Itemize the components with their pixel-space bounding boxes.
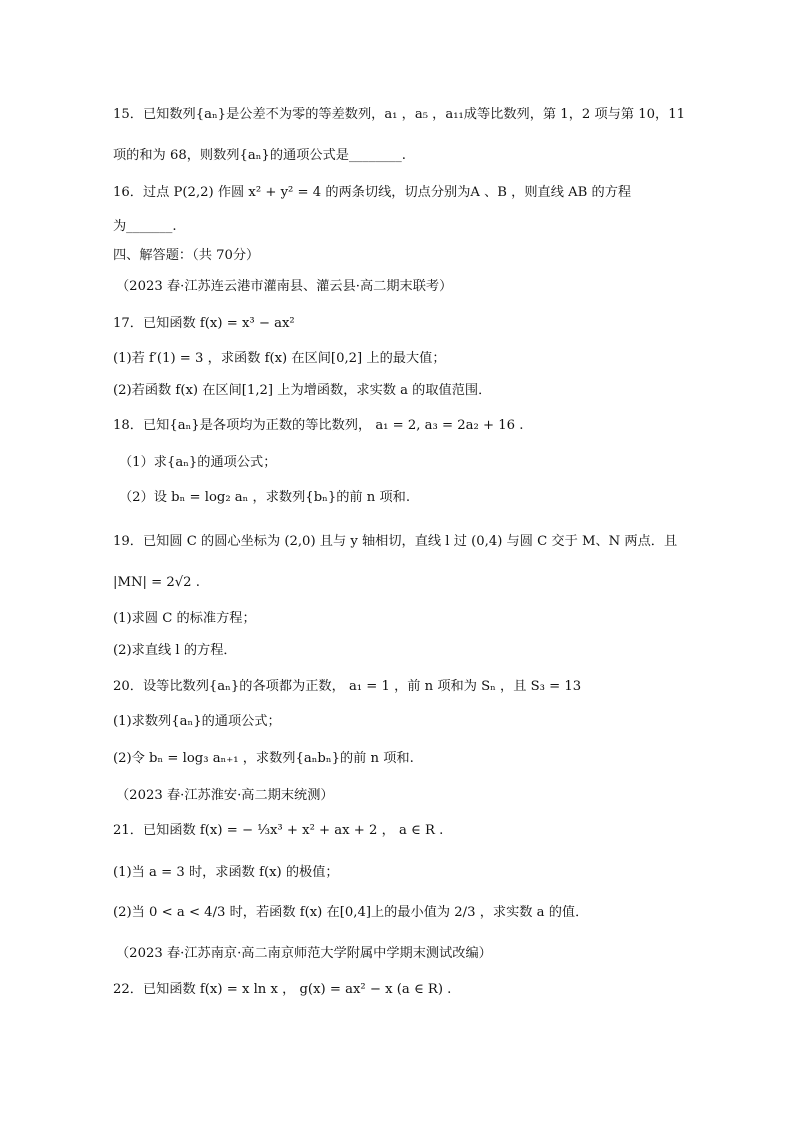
section-heading: 四、解答题：（共 70分） — [113, 248, 260, 263]
question-18-stem: 18．已知{aₙ}是各项均为正数的等比数列， a₁ = 2, a₃ = 2a₂ + 16 . — [113, 418, 524, 433]
question-21-part-2: (2)当 0 < a < 4/3 时，若函数 f(x) 在[0,4]上的最小值为 2/3 ，求实数 a 的值． — [113, 905, 589, 920]
question-17-stem: 17．已知函数 f(x) = x³ − ax² — [113, 316, 295, 331]
question-21-part-1: (1)当 a = 3 时，求函数 f(x) 的极值； — [113, 865, 339, 880]
question-18-part-2: （2）设 bₙ = log₂ aₙ ，求数列{bₙ}的前 n 项和. — [119, 490, 411, 505]
question-16-line-1: 16．过点 P(2,2) 作圆 x² + y² = 4 的两条切线，切点分别为A 、B ，则直线 AB 的方程 — [113, 185, 632, 200]
question-21-stem: 21．已知函数 f(x) = − ⅓x³ + x² + ax + 2 ， a ∈ R . — [113, 823, 444, 838]
question-18-part-1: （1）求{aₙ}的通项公式； — [119, 455, 277, 470]
source-note-3: （2023 春·江苏南京·高二南京师范大学附属中学期末测试改编） — [116, 946, 492, 961]
question-19-line-1: 19．已知圆 C 的圆心坐标为 (2,0) 且与 y 轴相切，直线 l 过 (0,4) 与圆 C 交于 M、N 两点．且 — [113, 534, 678, 549]
question-15-line-1: 15．已知数列{aₙ}是公差不为零的等差数列，a₁ ，a₅ ，a₁₁成等比数列，第 1，2 项与第 10，11 — [113, 107, 685, 122]
question-17-part-2: (2)若函数 f(x) 在区间[1,2] 上为增函数，求实数 a 的取值范围． — [113, 383, 492, 398]
question-17-part-1: (1)若 f′(1) = 3 ，求函数 f(x) 在区间[0,2] 上的最大值； — [113, 351, 446, 366]
question-19-part-2: (2)求直线 l 的方程． — [113, 643, 237, 658]
source-note-2: （2023 春·江苏淮安·高二期末统测） — [116, 788, 334, 803]
question-20-part-2: (2)令 bₙ = log₃ aₙ₊₁ ，求数列{aₙbₙ}的前 n 项和. — [113, 751, 414, 766]
question-20-stem: 20．设等比数列{aₙ}的各项都为正数， a₁ = 1 ，前 n 项和为 Sₙ ，且 S₃ = 13 — [113, 679, 582, 694]
question-20-part-1: (1)求数列{aₙ}的通项公式； — [113, 714, 281, 729]
question-22-stem: 22．已知函数 f(x) = x ln x ， g(x) = ax² − x (a ∈ R) . — [113, 982, 452, 997]
question-16-line-2: 为_______. — [113, 219, 177, 234]
question-15-line-2: 项的和为 68，则数列{aₙ}的通项公式是________. — [113, 148, 406, 163]
question-19-part-1: (1)求圆 C 的标准方程； — [113, 611, 256, 626]
question-19-line-2: |MN| = 2√2 . — [113, 575, 200, 590]
source-note-1: （2023 春·江苏连云港市灌南县、灌云县·高二期末联考） — [116, 279, 453, 294]
